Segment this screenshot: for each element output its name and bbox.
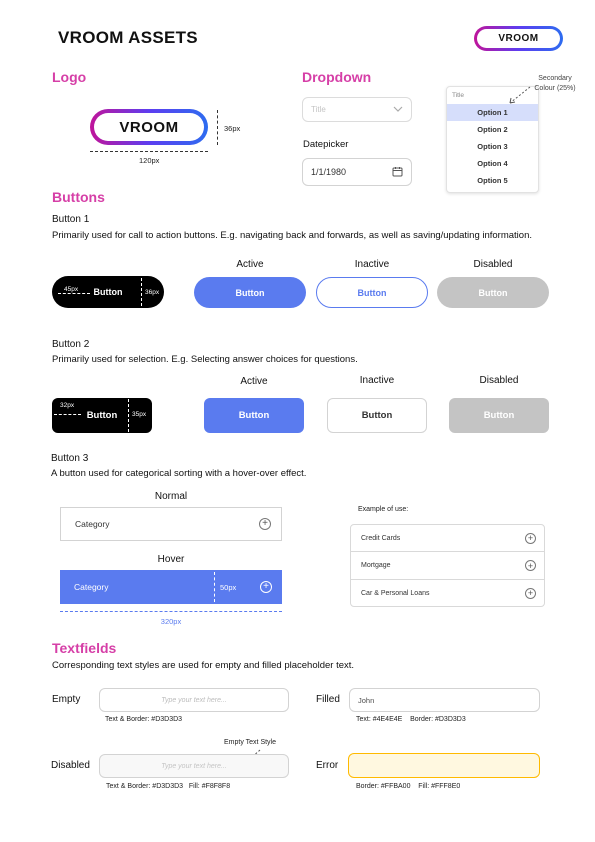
textfield-filled[interactable] [349, 688, 540, 712]
textfield-empty[interactable] [99, 688, 289, 712]
logo-text: VROOM [94, 113, 204, 141]
dropdown-annotation: Secondary Colour (25%) [534, 75, 576, 92]
textfield-error[interactable] [348, 753, 540, 778]
dropdown-select[interactable] [302, 97, 412, 122]
page-title: VROOM ASSETS [58, 28, 198, 47]
disabled-label: Disabled [51, 760, 90, 771]
plus-icon: + [525, 560, 536, 571]
disabled-placeholder: Type your text here... [161, 762, 227, 770]
category-width-guide [60, 611, 282, 612]
button2-title: Button 2 [52, 339, 90, 350]
dropdown-option[interactable]: Option 2 [477, 125, 508, 134]
button2-pad-label: 32px [60, 402, 75, 409]
calendar-icon[interactable] [392, 166, 403, 179]
button1-sample-label: Button [93, 287, 123, 297]
button1-desc: Primarily used for call to action buttons. E.g. navigating back and forwards, as well as saving/updating information. [52, 230, 533, 241]
plus-icon: + [259, 518, 271, 530]
logo-height-label: 36px [224, 124, 241, 133]
empty-placeholder: Type your text here... [161, 696, 227, 704]
header-logo [474, 26, 563, 51]
button2-state-inactive: Inactive [359, 375, 395, 386]
header-logo-text: VROOM [477, 29, 560, 48]
datepicker-label: Datepicker [303, 139, 349, 150]
button1-pad-label: 45px [64, 286, 79, 293]
chevron-down-icon [393, 105, 403, 114]
plus-icon: + [525, 533, 536, 544]
logo-height-guide [217, 110, 218, 145]
button3-title: Button 3 [51, 453, 89, 464]
button1-inactive[interactable]: Button [316, 277, 428, 308]
button2-inactive[interactable]: Button [327, 398, 427, 433]
empty-label: Empty [52, 694, 81, 705]
filled-value: John [358, 695, 375, 705]
button3-desc: A button used for categorical sorting with a hover-over effect. [51, 468, 307, 479]
list-item[interactable] [351, 552, 544, 580]
category-width-label: 320px [160, 617, 182, 626]
empty-text-style-annotation: Empty Text Style [224, 739, 277, 746]
button2-height-label: 35px [132, 411, 147, 418]
button2-desc: Primarily used for selection. E.g. Selecting answer choices for questions. [52, 354, 358, 365]
dropdown-heading: Dropdown [302, 69, 372, 85]
category-height-label: 50px [220, 583, 237, 592]
dropdown-option[interactable]: Option 5 [477, 176, 508, 185]
datepicker-value: 1/1/1980 [311, 167, 347, 177]
dropdown-option[interactable]: Option 3 [477, 142, 508, 151]
category-button-normal[interactable] [60, 507, 282, 541]
dropdown-option[interactable]: Option 1 [447, 104, 538, 121]
button1-state-active: Active [236, 259, 264, 270]
example-title: Example of use: [358, 506, 409, 513]
buttons-heading: Buttons [52, 189, 105, 205]
button1-pad-guide [58, 293, 90, 294]
annotation-arrow-icon [506, 85, 532, 107]
filled-note: Text: #4E4E4E Border: #D3D3D3 [356, 716, 466, 723]
textfields-heading: Textfields [52, 640, 117, 656]
plus-icon: + [260, 581, 272, 593]
plus-icon: + [525, 588, 536, 599]
category-height-guide [214, 572, 215, 602]
textfield-disabled [99, 754, 289, 778]
list-item-label: Car & Personal Loans [361, 589, 430, 597]
textfields-desc: Corresponding text styles are used for empty and filled placeholder text. [52, 660, 355, 671]
dropdown-menu-title: Title [452, 92, 465, 99]
list-item[interactable] [351, 580, 544, 606]
logo-sample [90, 109, 208, 145]
button1-active[interactable]: Button [194, 277, 306, 308]
button2-pad-guide [54, 414, 81, 415]
logo-width-guide [90, 151, 208, 152]
button2-active[interactable]: Button [204, 398, 304, 433]
list-item-label: Mortgage [361, 562, 391, 569]
dropdown-option[interactable]: Option 4 [477, 159, 508, 168]
list-item[interactable] [351, 525, 544, 552]
button1-height-label: 36px [145, 289, 160, 296]
category-normal-label: Normal [154, 491, 188, 502]
dropdown-placeholder: Title [311, 105, 326, 114]
example-list [350, 524, 545, 607]
error-label: Error [316, 760, 339, 771]
filled-label: Filled [316, 694, 340, 705]
category-label: Category [75, 519, 110, 529]
button2-disabled: Button [449, 398, 549, 433]
error-note: Border: #FFBA00 Fill: #FFF8E0 [356, 783, 461, 790]
category-button-hover[interactable] [60, 570, 282, 604]
empty-note: Text & Border: #D3D3D3 [105, 716, 183, 723]
button2-sample-label: Button [86, 410, 118, 421]
button2-state-disabled: Disabled [479, 375, 519, 386]
button2-height-guide [128, 399, 129, 432]
button1-disabled: Button [437, 277, 549, 308]
logo-heading: Logo [52, 69, 87, 85]
button1-title: Button 1 [52, 214, 90, 225]
datepicker-field[interactable] [302, 158, 412, 186]
category-label: Category [74, 582, 109, 592]
button1-state-inactive: Inactive [354, 259, 390, 270]
logo-width-label: 120px [139, 156, 160, 165]
disabled-note: Text & Border: #D3D3D3 Fill: #F8F8F8 [106, 783, 231, 790]
button1-state-disabled: Disabled [473, 259, 513, 270]
list-item-label: Credit Cards [361, 534, 401, 542]
button2-state-active: Active [240, 376, 268, 387]
category-hover-label: Hover [157, 554, 185, 565]
button1-height-guide [141, 278, 142, 306]
